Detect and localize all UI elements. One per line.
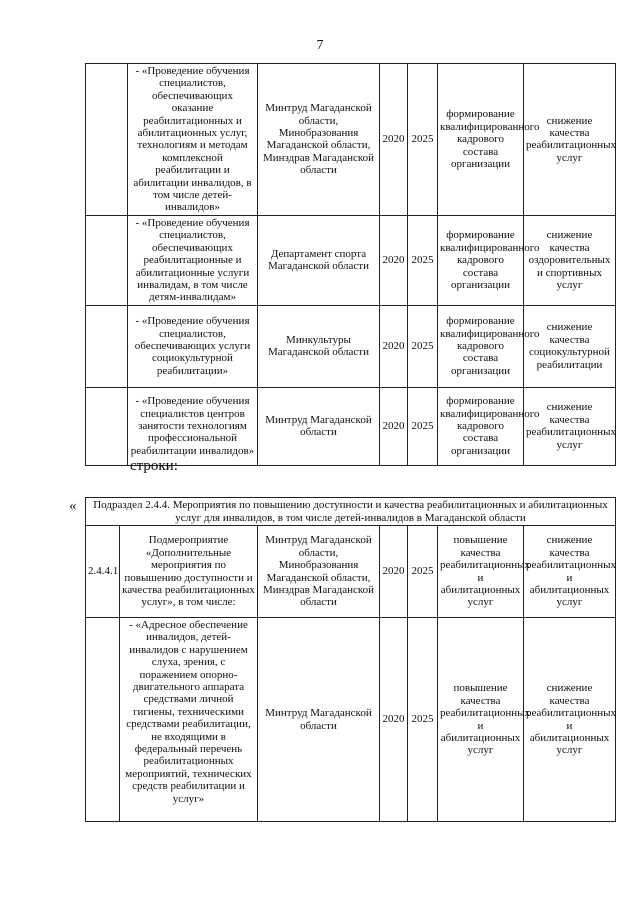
cell-indicator: снижение качества оздоровительных и спортивных услуг <box>524 215 616 305</box>
cell-end-year: 2025 <box>408 305 438 387</box>
rows-label: строки: <box>130 458 178 474</box>
cell-name: - «Проведение обучения специалистов, обеспечивающих услуги социокультурной реабилитации» <box>128 305 258 387</box>
cell-indicator: снижение качества реабилитационных услуг <box>524 64 616 216</box>
table-row <box>86 305 616 387</box>
page-number: 7 <box>316 38 324 53</box>
subsection-title: Подраздел 2.4.4. Мероприятия по повышению доступности и качества реабилитационных и абилитационных услуг для инвалидов, в том числе детей-инвалидов в Магаданской области <box>86 498 616 526</box>
cell-num: 2.4.4.1 <box>86 526 120 618</box>
cell-indicator: снижение качества социокультурной реабилитации <box>524 305 616 387</box>
cell-executor: Департамент спорта Магаданской области <box>258 215 380 305</box>
cell-num <box>86 618 120 822</box>
cell-start-year: 2020 <box>380 387 408 465</box>
table-row <box>86 387 616 465</box>
measures-table-top <box>85 63 616 466</box>
cell-result: повышение качества реабилитационных и абилитационных услуг <box>438 618 524 822</box>
table-row <box>86 526 616 618</box>
cell-executor: Минкультуры Магаданской области <box>258 305 380 387</box>
cell-name: - «Проведение обучения специалистов, обеспечивающих реабилитационные и абилитационные услуги инвалидам, в том числе детям-инвалидам» <box>128 215 258 305</box>
cell-executor: Минтруд Магаданской области <box>258 618 380 822</box>
cell-end-year: 2025 <box>408 64 438 216</box>
cell-end-year: 2025 <box>408 387 438 465</box>
cell-result: формирование квалифицированного кадрового состава организации <box>438 387 524 465</box>
cell-start-year: 2020 <box>380 618 408 822</box>
cell-num <box>86 305 128 387</box>
cell-name: - «Адресное обеспечение инвалидов, детей-инвалидов с нарушением слуха, зрения, с поражением опорно-двигательного аппарата средствами личной гигиены, техническими средствами реабилитации, не входящими в федеральный перечень реабилитационных мероприятий, технических средств реабилитации и услуг» <box>120 618 258 822</box>
cell-start-year: 2020 <box>380 526 408 618</box>
cell-start-year: 2020 <box>380 215 408 305</box>
cell-result: повышение качества реабилитационных и абилитационных услуг <box>438 526 524 618</box>
cell-end-year: 2025 <box>408 618 438 822</box>
cell-name: - «Проведение обучения специалистов центров занятости технологиям профессиональной реабилитации инвалидов» <box>128 387 258 465</box>
cell-num <box>86 215 128 305</box>
cell-end-year: 2025 <box>408 215 438 305</box>
table-row <box>86 64 616 216</box>
cell-indicator: снижение качества реабилитационных и абилитационных услуг <box>524 526 616 618</box>
cell-start-year: 2020 <box>380 305 408 387</box>
table-row <box>86 618 616 822</box>
cell-executor: Минтруд Магаданской области, Минобразования Магаданской области, Минздрав Магаданской области <box>258 64 380 216</box>
cell-indicator: снижение качества реабилитационных и абилитационных услуг <box>524 618 616 822</box>
subsection-header-row <box>86 498 616 526</box>
cell-result: формирование квалифицированного кадрового состава организации <box>438 215 524 305</box>
cell-result: формирование квалифицированного кадрового состава организации <box>438 64 524 216</box>
cell-name: Подмероприятие «Дополнительные мероприятия по повышению доступности и качества реабилитационных услуг», в том числе: <box>120 526 258 618</box>
table-row <box>86 215 616 305</box>
opening-quote-mark: « <box>69 498 77 514</box>
cell-executor: Минтруд Магаданской области <box>258 387 380 465</box>
cell-name: - «Проведение обучения специалистов, обеспечивающих оказание реабилитационных и абилитационных услуг, технологиям и методам комплексной реабилитации и абилитации инвалидов, в том числе детей-инвалидов» <box>128 64 258 216</box>
cell-num <box>86 387 128 465</box>
cell-start-year: 2020 <box>380 64 408 216</box>
cell-end-year: 2025 <box>408 526 438 618</box>
cell-num <box>86 64 128 216</box>
cell-indicator: снижение качества реабилитационных услуг <box>524 387 616 465</box>
measures-table-bottom <box>85 497 616 822</box>
cell-result: формирование квалифицированного кадрового состава организации <box>438 305 524 387</box>
cell-executor: Минтруд Магаданской области, Минобразования Магаданской области, Минздрав Магаданской области <box>258 526 380 618</box>
